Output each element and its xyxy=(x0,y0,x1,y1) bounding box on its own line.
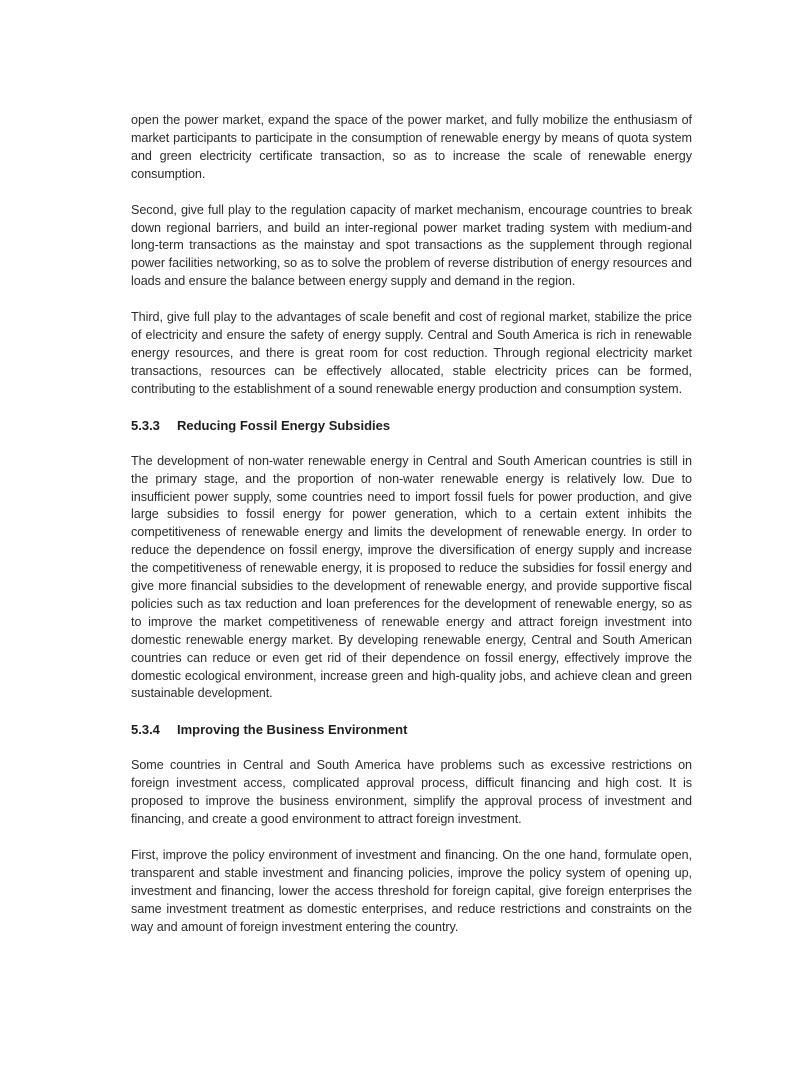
section-number: 5.3.4 xyxy=(131,722,160,738)
paragraph-first-policy-environment: First, improve the policy environment of investment and financing. On the one hand, formulate open, transparent and stable investment and financing policies, improve the policy system of opening up, investment and financing, lower the access threshold for foreign capital, give foreign enterprises the same investment treatment as domestic enterprises, and reduce restrictions and constraints on the way and amount of foreign investment entering the country. xyxy=(131,848,692,934)
paragraph-fossil-subsidies: The development of non-water renewable energy in Central and South American countries is still in the primary stage, and the proportion of non-water renewable energy is relatively low. Due to insufficient power supply, some countries need to import fossil fuels for power production, and give large subsidies to fossil energy for power generation, which to a certain extent inhibits the competitiveness of renewable energy and limits the development of renewable energy. In order to reduce the dependence on fossil energy, improve the diversification of energy supply and increase the competitiveness of renewable energy, it is proposed to reduce the subsidies for fossil energy and give more financial subsidies to the development of renewable energy, and provide supportive fiscal policies such as tax reduction and loan preferences for the development of renewable energy, so as to improve the market competitiveness of renewable energy and attract foreign investment into domestic renewable energy market. By developing renewable energy, Central and South American countries can reduce or even get rid of their dependence on fossil energy, effectively improve the domestic ecological environment, increase green and high-quality jobs, and achieve clean and green sustainable development. xyxy=(131,453,692,701)
paragraph-second-regulation: Second, give full play to the regulation capacity of market mechanism, encourage countries to break down regional barriers, and build an inter-regional power market trading system with medium-and long-term transactions as the mainstay and spot transactions as the supplement through regional power facilities networking, so as to solve the problem of reverse distribution of energy resources and loads and ensure the balance between energy supply and demand in the region. xyxy=(131,202,692,289)
paragraph-market-opening: open the power market, expand the space of the power market, and fully mobilize the enthusiasm of market participants to participate in the consumption of renewable energy by means of quota system and green electricity certificate transaction, so as to increase the scale of renewable energy consumption. xyxy=(131,113,692,181)
section-heading-5-3-4 xyxy=(131,721,692,739)
paragraph-business-environment: Some countries in Central and South America have problems such as excessive restrictions on foreign investment access, complicated approval process, difficult financing and high cost. It is proposed to improve the business environment, simplify the approval process of investment and financing, and create a good environment to attract foreign investment. xyxy=(131,758,692,827)
section-number: 5.3.3 xyxy=(131,417,160,433)
section-title: Reducing Fossil Energy Subsidies xyxy=(177,417,391,433)
section-title: Improving the Business Environment xyxy=(177,722,408,738)
paragraph-third-scale-benefit: Third, give full play to the advantages of scale benefit and cost of regional market, stabilize the price of electricity and ensure the safety of energy supply. Central and South America is rich in renewable energy resources, and there is great room for cost reduction. Through regional electricity market transactions, resources can be effectively allocated, stable electricity prices can be formed, contributing to the establishment of a sound renewable energy production and consumption system. xyxy=(131,310,692,396)
section-heading-5-3-3 xyxy=(131,417,692,435)
document-page xyxy=(131,112,692,955)
